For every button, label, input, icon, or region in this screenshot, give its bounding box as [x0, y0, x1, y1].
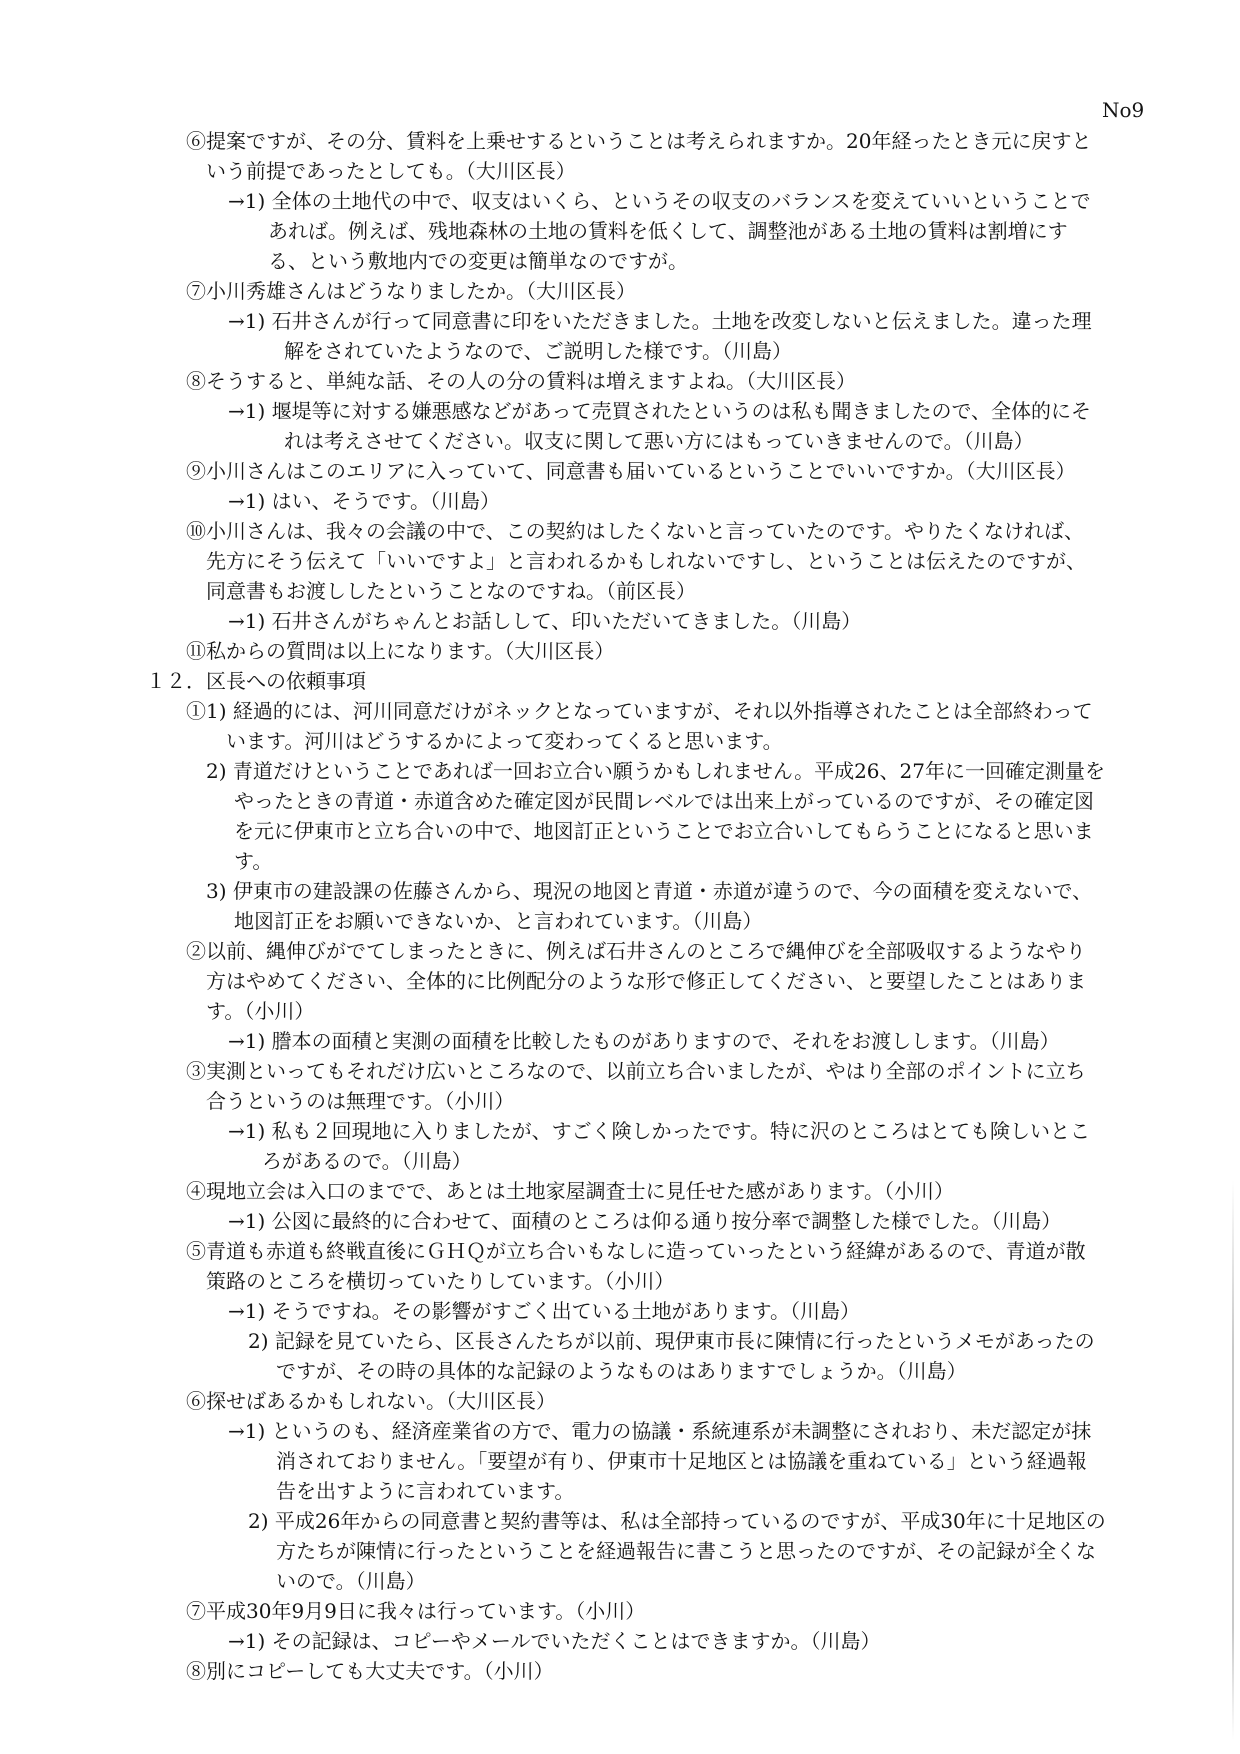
text-line: いう前提であったとしても。（大川区長） — [206, 159, 576, 183]
text-line: →1) 謄本の面積と実測の面積を比較したものがありますので、それをお渡しします。（川島） — [228, 1029, 1060, 1053]
text-line: 消されておりません。「要望が有り、伊東市十足地区とは協議を重ねている」という経過報 — [276, 1449, 1087, 1473]
text-line: ⑤青道も赤道も終戦直後にＧＨＱが立ち合いもなしに造っていったという経緯があるので、青道が散 — [186, 1239, 1086, 1263]
text-line: →1) 全体の土地代の中で、収支はいくら、というその収支のバランスを変えていいということで — [228, 189, 1091, 213]
text-line: ⑦平成30年9月9日に我々は行っています。（小川） — [186, 1599, 646, 1623]
text-line: →1) というのも、経済産業省の方で、電力の協議・系統連系が未調整にされおり、未だ認定が抹 — [228, 1419, 1092, 1443]
text-line: ②以前、縄伸びがでてしまったときに、例えば石井さんのところで縄伸びを全部吸収するようなやり — [186, 939, 1086, 963]
text-line: 2) 記録を見ていたら、区長さんたちが以前、現伊東市長に陳情に行ったというメモがあったの — [248, 1329, 1095, 1353]
text-line: ⑪私からの質問は以上になります。（大川区長） — [186, 639, 615, 663]
text-line: 地図訂正をお願いできないか、と言われています。（川島） — [234, 909, 763, 933]
text-line: ①1) 経過的には、河川同意だけがネックとなっていますが、それ以外指導されたことは全部終わって — [186, 699, 1093, 723]
text-line: ⑧別にコピーしても大丈夫です。（小川） — [186, 1659, 554, 1683]
text-line: れは考えさせてください。収支に関して悪い方にはもっていきませんので。（川島） — [284, 429, 1034, 453]
text-line: 2) 青道だけということであれば一回お立合い願うかもしれません。平成26、27年に一回確定測量を — [206, 759, 1105, 783]
text-line: →1) そうですね。その影響がすごく出ている土地があります。（川島） — [228, 1299, 861, 1323]
text-line: 同意書もお渡ししたということなのですね。（前区長） — [206, 579, 696, 603]
text-line: →1) はい、そうです。（川島） — [228, 489, 501, 513]
text-line: ⑥探せばあるかもしれない。（大川区長） — [186, 1389, 556, 1413]
text-line: ⑩小川さんは、我々の会議の中で、この契約はしたくないと言っていたのです。やりたくなければ、 — [186, 519, 1084, 543]
text-line: →1) その記録は、コピーやメールでいただくことはできますか。（川島） — [228, 1629, 881, 1653]
text-line: ④現地立会は入口のまでで、あとは土地家屋調査士に見任せた感があります。（小川） — [186, 1179, 954, 1203]
text-line: いので。（川島） — [276, 1569, 426, 1593]
text-line: あれば。例えば、残地森林の土地の賃料を低くして、調整池がある土地の賃料は割増にす — [268, 219, 1068, 243]
text-line: ⑨小川さんはこのエリアに入っていて、同意書も届いているということでいいですか。（大川区長） — [186, 459, 1076, 483]
text-line: 告を出すように言われています。 — [276, 1479, 575, 1503]
text-line: す。 — [234, 849, 273, 873]
text-line: ③実測といってもそれだけ広いところなので、以前立ち合いましたが、やはり全部のポイントに立ち — [186, 1059, 1086, 1083]
text-line: やったときの青道・赤道含めた確定図が民間レベルでは出来上がっているのですが、その確定図 — [234, 789, 1094, 813]
scan-edge-shadow — [1232, 1180, 1234, 1740]
text-line: ⑥提案ですが、その分、賃料を上乗せするということは考えられますか。20年経ったとき元に戻すと — [186, 129, 1092, 153]
text-line: 3) 伊東市の建設課の佐藤さんから、現況の地図と青道・赤道が違うので、今の面積を変えないで、 — [206, 879, 1093, 903]
text-line: ろがあるので。（川島） — [262, 1149, 472, 1173]
text-line: 合うというのは無理です。（小川） — [206, 1089, 515, 1113]
text-line: →1) 石井さんがちゃんとお話しして、印いただいてきました。（川島） — [228, 609, 862, 633]
text-line: →1) 私も２回現地に入りましたが、すごく険しかったです。特に沢のところはとても険しいとこ — [228, 1119, 1091, 1143]
text-line: 方たちが陳情に行ったということを経過報告に書こうと思ったのですが、その記録が全くな — [276, 1539, 1096, 1563]
text-line: →1) 堰堤等に対する嫌悪感などがあって売買されたというのは私も聞きましたので、全体的にそ — [228, 399, 1092, 423]
text-line: ですが、その時の具体的な記録のようなものはありますでしょうか。（川島） — [276, 1359, 967, 1383]
text-line: います。河川はどうするかによって変わってくると思います。 — [226, 729, 783, 753]
section-heading: １２．区長への依頼事項 — [146, 669, 366, 693]
text-line: 策路のところを横切っていたりしています。（小川） — [206, 1269, 675, 1293]
text-line: る、という敷地内での変更は簡単なのですが。 — [268, 249, 688, 273]
text-line: 2) 平成26年からの同意書と契約書等は、私は全部持っているのですが、平成30年に十足地区の — [248, 1509, 1106, 1533]
text-line: ⑧そうすると、単純な話、その人の分の賃料は増えますよね。（大川区長） — [186, 369, 856, 393]
text-line: 先方にそう伝えて「いいですよ」と言われるかもしれないですし、ということは伝えたのですが、 — [206, 549, 1086, 573]
text-line: 解をされていたようなので、ご説明した様です。（川島） — [284, 339, 792, 363]
page-number: No9 — [1102, 98, 1145, 122]
text-line: 方はやめてください、全体的に比例配分のような形で修正してください、と要望したことはありま — [206, 969, 1086, 993]
text-line: →1) 石井さんが行って同意書に印をいただきました。土地を改変しないと伝えました。違った理 — [228, 309, 1092, 333]
text-line: ⑦小川秀雄さんはどうなりましたか。（大川区長） — [186, 279, 636, 303]
text-line: を元に伊東市と立ち合いの中で、地図訂正ということでお立合いしてもらうことになると思いま — [234, 819, 1094, 843]
text-line: →1) 公図に最終的に合わせて、面積のところは仰る通り按分率で調整した様でした。（川島） — [228, 1209, 1062, 1233]
text-line: す。（小川） — [206, 999, 315, 1023]
